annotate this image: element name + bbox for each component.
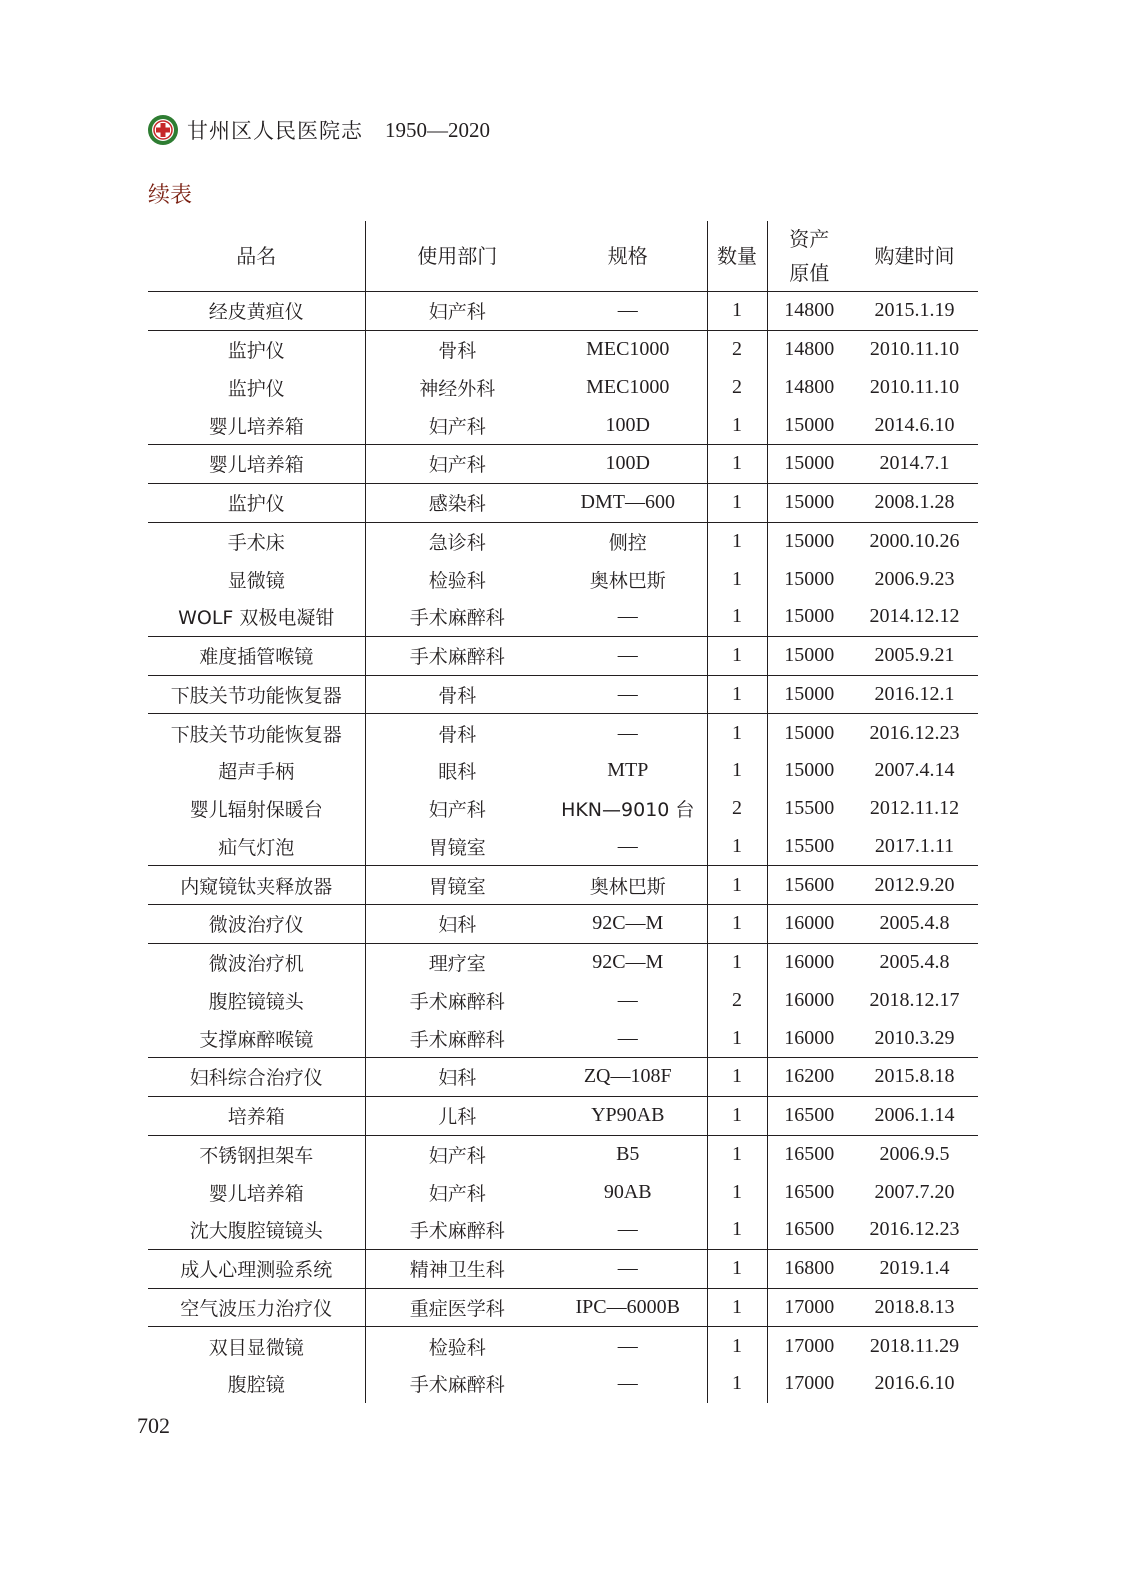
cell-name: 支撑麻醉喉镜 [148,1019,365,1057]
cell-date: 2008.1.28 [851,483,978,522]
cell-dept: 骨科 [365,675,549,714]
continued-table-label: 续表 [148,183,193,208]
cell-value: 16500 [784,1218,835,1241]
table-row [148,1249,978,1288]
cell-name: 监护仪 [148,483,365,522]
cell-name: 空气波压力治疗仪 [148,1288,365,1327]
table-row [148,1135,978,1173]
cell-spec: 100D [549,445,707,484]
cell-value: 17000 [784,1372,835,1395]
table-row [148,1365,978,1403]
cell-spec: — [549,636,707,675]
cell-value: 16000 [767,905,851,944]
table-row [148,943,978,981]
table-row [148,598,978,636]
hospital-emblem-icon [147,114,179,146]
cell-date: 2006.9.5 [851,1135,978,1173]
cell-spec: MEC1000 [549,369,707,407]
cell-qty: 1 [707,1211,767,1249]
table-row [148,522,978,560]
cell-date: 2017.1.11 [874,834,955,857]
cell-date: 2018.12.17 [869,988,960,1011]
cell-value: 14800 [784,299,835,322]
cell-qty: 2 [707,982,767,1020]
cell-dept: 妇产科 [365,1135,549,1173]
cell-qty: 1 [707,1058,767,1097]
cell-name: 内窥镜钛夹释放器 [148,866,365,905]
cell-date: 2018.8.13 [851,1288,978,1327]
cell-date: 2007.7.20 [874,1180,955,1203]
cell-qty: 1 [707,292,767,331]
cell-dept: 胃镜室 [428,836,486,859]
cell-qty: 1 [707,1173,767,1211]
cell-date: 2014.7.1 [851,445,978,484]
cell-name: 沈大腹腔镜镜头 [148,1211,365,1249]
cell-value: 17000 [767,1327,851,1365]
table-header-row [148,221,978,292]
table-row [148,982,978,1020]
cell-value: 16000 [784,1026,835,1049]
table-row [148,445,978,484]
cell-dept: 手术麻醉科 [365,636,549,675]
cell-spec: — [549,1365,707,1403]
cell-date: 2012.11.12 [869,797,960,820]
cell-value: 16200 [767,1058,851,1097]
cell-date: 2016.6.10 [874,1372,955,1395]
cell-value: 15000 [767,483,851,522]
cell-name: 监护仪 [148,369,365,407]
cell-dept: 胃镜室 [365,866,549,905]
cell-qty: 1 [707,406,767,444]
table-row [148,369,978,407]
cell-dept: 骨科 [365,714,549,752]
cell-value: 15000 [784,605,835,628]
cell-value: 14800 [767,330,851,368]
cell-dept: 手术麻醉科 [409,1220,505,1243]
cell-name: 腹腔镜 [148,1365,365,1403]
cell-qty: 1 [707,675,767,714]
table-row [148,1173,978,1211]
cell-name: 妇科综合治疗仪 [148,1058,365,1097]
cell-value: 16500 [767,1135,851,1173]
header-qty: 数量 [707,221,767,292]
cell-spec: — [549,1211,707,1249]
cell-qty: 1 [707,1249,767,1288]
header-spec: 规格 [549,221,707,292]
cell-dept: 眼科 [438,761,477,784]
cell-date: 2014.12.12 [869,605,960,628]
cell-value: 15000 [767,675,851,714]
cell-qty: 1 [707,866,767,905]
cell-spec: 90AB [549,1173,707,1211]
cell-spec: 奥林巴斯 [549,560,707,598]
cell-date: 2005.4.8 [851,943,978,981]
cell-qty: 1 [707,1327,767,1365]
cell-dept: 手术麻醉科 [409,990,505,1013]
cell-name: 婴儿培养箱 [148,1173,365,1211]
cell-value: 15000 [767,636,851,675]
cell-dept: 手术麻醉科 [409,1374,505,1397]
cell-value: 17000 [767,1288,851,1327]
cell-name: 下肢关节功能恢复器 [148,675,365,714]
cell-value: 16500 [784,1180,835,1203]
table-row [148,752,978,790]
cell-spec: — [549,714,707,752]
cell-spec: 奥林巴斯 [549,866,707,905]
table-row [148,1019,978,1057]
cell-spec: DMT—600 [549,483,707,522]
cell-qty: 1 [707,560,767,598]
cell-qty: 1 [707,483,767,522]
cell-value: 15000 [767,714,851,752]
header-name: 品名 [148,221,365,292]
table-row [148,1327,978,1365]
cell-dept: 骨科 [365,330,549,368]
cell-date: 2010.11.10 [869,375,960,398]
cell-name: 成人心理测验系统 [148,1249,365,1288]
cell-dept: 感染科 [365,483,549,522]
header-value [767,221,851,292]
table-row [148,790,978,828]
cell-qty: 1 [707,905,767,944]
cell-dept: 妇产科 [428,1182,486,1205]
cell-name: 超声手柄 [148,752,365,790]
cell-spec: IPC—6000B [549,1288,707,1327]
cell-dept: 手术麻醉科 [409,607,505,630]
cell-value: 16800 [767,1249,851,1288]
cell-qty: 1 [707,522,767,560]
cell-qty: 1 [707,1135,767,1173]
cell-spec: 100D [549,406,707,444]
cell-spec: — [549,1019,707,1057]
cell-value: 15500 [784,834,835,857]
cell-spec: — [549,292,707,331]
cell-value: 15500 [784,797,835,820]
cell-date: 2018.11.29 [851,1327,978,1365]
cell-date: 2015.8.18 [851,1058,978,1097]
cell-name: 培养箱 [148,1096,365,1135]
page-number: 702 [137,1413,170,1438]
cell-dept: 妇产科 [428,415,486,438]
cell-value: 16000 [784,988,835,1011]
cell-spec: 侧控 [549,522,707,560]
cell-name: 双目显微镜 [148,1327,365,1365]
table-row [148,828,978,866]
cell-dept: 妇产科 [365,445,549,484]
cell-dept: 理疗室 [365,943,549,981]
cell-name: 不锈钢担架车 [148,1135,365,1173]
cell-date: 2005.4.8 [851,905,978,944]
header-value-line2: 原值 [789,261,830,285]
cell-spec: — [549,1249,707,1288]
cell-dept: 检验科 [365,1327,549,1365]
cell-spec: YP90AB [549,1096,707,1135]
cell-value: 15000 [784,759,835,782]
cell-spec: ZQ—108F [549,1058,707,1097]
cell-dept: 妇产科 [428,799,486,822]
cell-dept: 重症医学科 [365,1288,549,1327]
cell-date: 2000.10.26 [851,522,978,560]
header-dept: 使用部门 [365,221,549,292]
cell-date: 2016.12.23 [869,1218,960,1241]
cell-value: 15000 [767,522,851,560]
cell-name: 经皮黄疸仪 [148,292,365,331]
header-value-line1: 资产 [789,227,830,251]
book-title: 甘州区人民医院志 [187,119,363,143]
cell-qty: 1 [707,1019,767,1057]
table-row [148,675,978,714]
table-row [148,866,978,905]
cell-name: WOLF 双极电凝钳 [148,598,365,636]
cell-date: 2006.1.14 [851,1096,978,1135]
cell-qty: 1 [707,598,767,636]
cell-name: 显微镜 [148,560,365,598]
cell-qty: 1 [707,1096,767,1135]
cell-name: 手术床 [148,522,365,560]
table-row [148,330,978,368]
cell-date: 2007.4.14 [874,759,955,782]
cell-date: 2016.12.23 [851,714,978,752]
cell-dept: 儿科 [365,1096,549,1135]
cell-value: 15000 [784,567,835,590]
cell-dept: 神经外科 [419,377,496,400]
cell-qty: 1 [707,828,767,866]
table-row [148,292,978,331]
cell-qty: 2 [707,790,767,828]
cell-date: 2010.11.10 [851,330,978,368]
cell-spec: — [549,828,707,866]
cell-date: 2012.9.20 [851,866,978,905]
cell-name: 微波治疗仪 [148,905,365,944]
table-row [148,1211,978,1249]
cell-qty: 1 [707,1365,767,1403]
cell-name: 微波治疗机 [148,943,365,981]
cell-spec: MTP [549,752,707,790]
cell-dept: 妇科 [365,905,549,944]
page-header [147,113,490,147]
cell-spec: — [549,598,707,636]
equipment-table [148,221,978,1403]
table-row [148,483,978,522]
cell-date: 2010.3.29 [874,1026,955,1049]
cell-dept: 精神卫生科 [365,1249,549,1288]
cell-qty: 2 [707,369,767,407]
cell-dept: 妇产科 [428,301,486,324]
cell-dept: 检验科 [428,569,486,592]
cell-dept: 妇科 [365,1058,549,1097]
cell-dept: 手术麻醉科 [409,1028,505,1051]
cell-value: 16500 [767,1096,851,1135]
table-row [148,636,978,675]
cell-spec: 92C—M [549,943,707,981]
table-row [148,1288,978,1327]
cell-name: 监护仪 [148,330,365,368]
cell-qty: 1 [707,752,767,790]
cell-spec: HKN—9010 台 [549,790,707,828]
cell-date: 2014.6.10 [874,413,955,436]
table-row [148,905,978,944]
cell-spec: — [549,1327,707,1365]
cell-name: 下肢关节功能恢复器 [148,714,365,752]
cell-date: 2016.12.1 [851,675,978,714]
table-row [148,560,978,598]
cell-spec: — [549,982,707,1020]
cell-date: 2006.9.23 [874,567,955,590]
cell-qty: 2 [707,330,767,368]
cell-name: 婴儿辐射保暖台 [148,790,365,828]
cell-value: 15600 [767,866,851,905]
table-row [148,1096,978,1135]
cell-value: 15000 [767,445,851,484]
cell-date: 2019.1.4 [851,1249,978,1288]
cell-name: 腹腔镜镜头 [148,982,365,1020]
cell-spec: — [549,675,707,714]
cell-qty: 1 [707,636,767,675]
cell-name: 婴儿培养箱 [148,445,365,484]
cell-date: 2005.9.21 [851,636,978,675]
cell-name: 婴儿培养箱 [148,406,365,444]
cell-qty: 1 [707,943,767,981]
cell-date: 2015.1.19 [874,299,955,322]
cell-spec: B5 [549,1135,707,1173]
cell-qty: 1 [707,1288,767,1327]
cell-spec: 92C—M [549,905,707,944]
cell-qty: 1 [707,714,767,752]
cell-spec: MEC1000 [549,330,707,368]
table-row [148,406,978,444]
table-row [148,714,978,752]
cell-value: 14800 [784,375,835,398]
table-body [148,292,978,1403]
cell-name: 疝气灯泡 [148,828,365,866]
cell-value: 15000 [784,413,835,436]
cell-dept: 急诊科 [365,522,549,560]
cell-name: 难度插管喉镜 [148,636,365,675]
header-date: 购建时间 [851,221,978,292]
cell-value: 16000 [767,943,851,981]
book-years: 1950—2020 [385,117,490,142]
table-row [148,1058,978,1097]
cell-qty: 1 [707,445,767,484]
